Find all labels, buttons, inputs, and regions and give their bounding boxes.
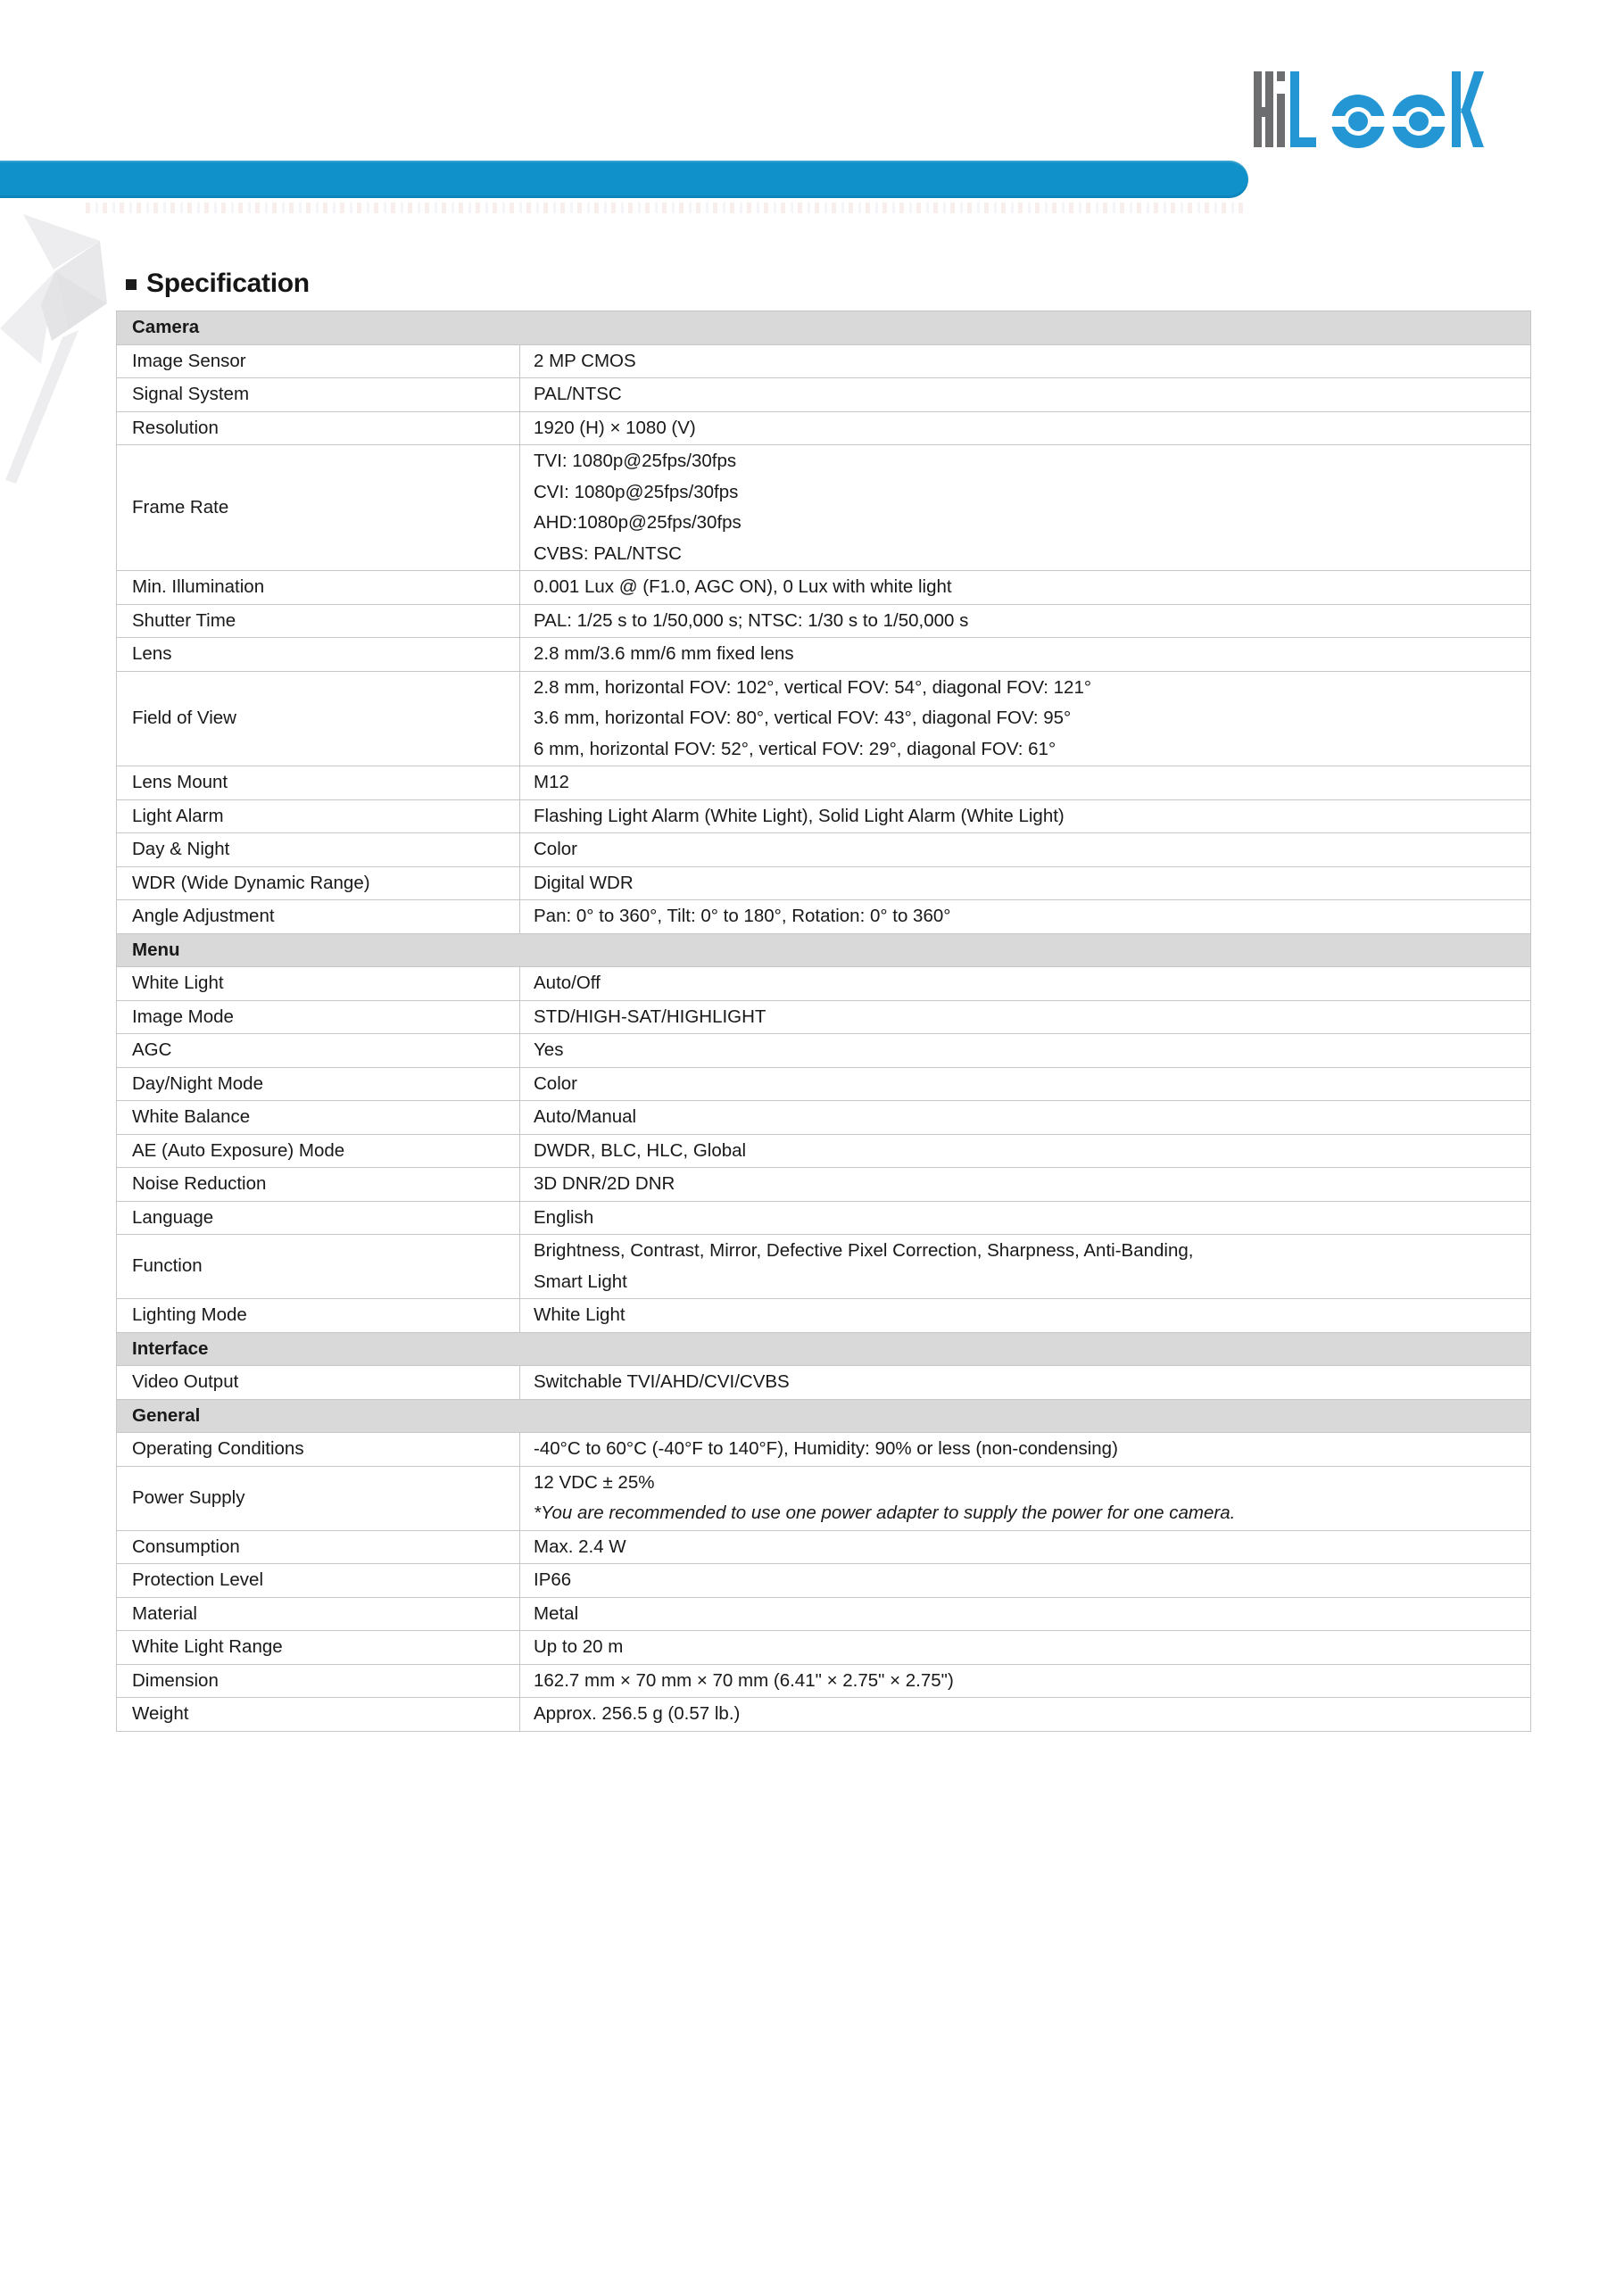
spec-value-line: AHD:1080p@25fps/30fps bbox=[534, 512, 742, 533]
spec-row bbox=[117, 1664, 1531, 1698]
spec-value bbox=[520, 1134, 1531, 1168]
spec-value-line: *You are recommended to use one power adapter to supply the power for one camera. bbox=[534, 1503, 1236, 1523]
spec-value bbox=[520, 1631, 1531, 1665]
spec-value-line: Pan: 0° to 360°, Tilt: 0° to 180°, Rotation: 0° to 360° bbox=[534, 906, 951, 926]
spec-value bbox=[520, 445, 1531, 571]
spec-value-line: Digital WDR bbox=[534, 872, 634, 893]
spec-row bbox=[117, 344, 1531, 378]
spec-value bbox=[520, 1101, 1531, 1135]
spec-value-line: White Light bbox=[534, 1304, 626, 1325]
spec-row bbox=[117, 900, 1531, 934]
section-row bbox=[117, 311, 1531, 345]
spec-label: Dimension bbox=[117, 1664, 520, 1698]
logo-letter-h bbox=[1254, 71, 1273, 147]
spec-value-line: PAL: 1/25 s to 1/50,000 s; NTSC: 1/30 s to 1/50,000 s bbox=[534, 609, 969, 631]
spec-label: Consumption bbox=[117, 1530, 520, 1564]
spec-row bbox=[117, 799, 1531, 833]
spec-value-line: Color bbox=[534, 1072, 577, 1094]
spec-label: Video Output bbox=[117, 1366, 520, 1400]
spec-value bbox=[520, 866, 1531, 900]
spec-label: Language bbox=[117, 1201, 520, 1235]
logo-letter-l bbox=[1290, 71, 1316, 147]
spec-row bbox=[117, 411, 1531, 445]
spec-row bbox=[117, 378, 1531, 412]
spec-row bbox=[117, 766, 1531, 800]
spec-label: AGC bbox=[117, 1034, 520, 1068]
spec-row bbox=[117, 671, 1531, 766]
spec-value bbox=[520, 967, 1531, 1001]
spec-value-line: English bbox=[534, 1206, 594, 1228]
section-title-row bbox=[126, 269, 310, 299]
spec-row bbox=[117, 445, 1531, 571]
spec-label: Lighting Mode bbox=[117, 1299, 520, 1333]
spec-row bbox=[117, 638, 1531, 672]
spec-row bbox=[117, 1201, 1531, 1235]
spec-label: Material bbox=[117, 1597, 520, 1631]
spec-value-line: Metal bbox=[534, 1602, 579, 1624]
spec-label: Operating Conditions bbox=[117, 1433, 520, 1467]
spec-label: White Light Range bbox=[117, 1631, 520, 1665]
spec-label: Shutter Time bbox=[117, 604, 520, 638]
hilook-logo bbox=[1254, 71, 1484, 150]
section-row bbox=[117, 1332, 1531, 1366]
spec-value-line: IP66 bbox=[534, 1569, 572, 1590]
spec-row bbox=[117, 1000, 1531, 1034]
spec-label: Protection Level bbox=[117, 1564, 520, 1598]
spec-value bbox=[520, 571, 1531, 605]
spec-row bbox=[117, 1597, 1531, 1631]
spec-value-line: Auto/Manual bbox=[534, 1106, 637, 1127]
spec-value-line: CVBS: PAL/NTSC bbox=[534, 542, 682, 564]
spec-value-line: 3D DNR/2D DNR bbox=[534, 1173, 675, 1194]
logo-eye-icon bbox=[1330, 95, 1387, 148]
spec-value bbox=[520, 604, 1531, 638]
spec-label: Noise Reduction bbox=[117, 1168, 520, 1202]
spec-value bbox=[520, 1530, 1531, 1564]
spec-row bbox=[117, 571, 1531, 605]
spec-value bbox=[520, 1466, 1531, 1530]
spec-value-line: Approx. 256.5 g (0.57 lb.) bbox=[534, 1703, 741, 1724]
spec-row bbox=[117, 1631, 1531, 1665]
spec-table-body bbox=[117, 311, 1531, 1732]
spec-row bbox=[117, 866, 1531, 900]
spec-label: Lens bbox=[117, 638, 520, 672]
spec-value-line: 2.8 mm/3.6 mm/6 mm fixed lens bbox=[534, 643, 794, 664]
spec-value-line: Yes bbox=[534, 1039, 564, 1060]
header-bar bbox=[0, 161, 1248, 198]
spec-label: Day & Night bbox=[117, 833, 520, 867]
spec-value-line: 2.8 mm, horizontal FOV: 102°, vertical FOV: 54°, diagonal FOV: 121° bbox=[534, 676, 1092, 698]
spec-label: Day/Night Mode bbox=[117, 1067, 520, 1101]
spec-label: White Balance bbox=[117, 1101, 520, 1135]
spec-row bbox=[117, 1067, 1531, 1101]
spec-label: Resolution bbox=[117, 411, 520, 445]
spec-value-line: Smart Light bbox=[534, 1271, 627, 1292]
spec-value-line: PAL/NTSC bbox=[534, 384, 622, 404]
spec-label: Lens Mount bbox=[117, 766, 520, 800]
spec-value bbox=[520, 1067, 1531, 1101]
spec-value-line: 2 MP CMOS bbox=[534, 350, 636, 371]
spec-value-line: Switchable TVI/AHD/CVI/CVBS bbox=[534, 1371, 790, 1392]
spec-value bbox=[520, 1433, 1531, 1467]
spec-label: Power Supply bbox=[117, 1466, 520, 1530]
spec-label: WDR (Wide Dynamic Range) bbox=[117, 866, 520, 900]
page-title: Specification bbox=[146, 269, 310, 298]
spec-label: Min. Illumination bbox=[117, 571, 520, 605]
spec-row bbox=[117, 1366, 1531, 1400]
spec-value-line: M12 bbox=[534, 772, 569, 792]
logo-letter-i bbox=[1277, 71, 1285, 147]
title-bullet-icon bbox=[126, 279, 137, 290]
spec-row bbox=[117, 604, 1531, 638]
section-header: General bbox=[117, 1399, 1531, 1433]
section-row bbox=[117, 1399, 1531, 1433]
section-header: Menu bbox=[117, 933, 1531, 967]
spec-row bbox=[117, 1168, 1531, 1202]
spec-value-line: 162.7 mm × 70 mm × 70 mm (6.41" × 2.75" × 2.75") bbox=[534, 1669, 954, 1691]
spec-label: Image Mode bbox=[117, 1000, 520, 1034]
spec-value bbox=[520, 671, 1531, 766]
spec-value bbox=[520, 1597, 1531, 1631]
spec-value bbox=[520, 1664, 1531, 1698]
spec-value bbox=[520, 1366, 1531, 1400]
spec-label: White Light bbox=[117, 967, 520, 1001]
spec-row bbox=[117, 1034, 1531, 1068]
spec-value bbox=[520, 766, 1531, 800]
header-bar-artifact bbox=[86, 203, 1246, 213]
spec-label: Weight bbox=[117, 1698, 520, 1732]
section-row bbox=[117, 933, 1531, 967]
spec-label: Function bbox=[117, 1235, 520, 1299]
spec-label: Angle Adjustment bbox=[117, 900, 520, 934]
spec-row bbox=[117, 1564, 1531, 1598]
spec-value-line: Auto/Off bbox=[534, 973, 601, 993]
spec-value-line: -40°C to 60°C (-40°F to 140°F), Humidity: 90% or less (non-condensing) bbox=[534, 1438, 1118, 1459]
spec-value bbox=[520, 1000, 1531, 1034]
logo-eye-icon bbox=[1390, 95, 1447, 148]
spec-value bbox=[520, 1168, 1531, 1202]
spec-value bbox=[520, 1564, 1531, 1598]
spec-value bbox=[520, 411, 1531, 445]
spec-row bbox=[117, 1299, 1531, 1333]
spec-label: Light Alarm bbox=[117, 799, 520, 833]
spec-row bbox=[117, 1134, 1531, 1168]
spec-row bbox=[117, 1698, 1531, 1732]
spec-label: Signal System bbox=[117, 378, 520, 412]
spec-value-line: TVI: 1080p@25fps/30fps bbox=[534, 451, 737, 471]
spec-value bbox=[520, 1235, 1531, 1299]
spec-value-line: Color bbox=[534, 839, 577, 859]
spec-label: AE (Auto Exposure) Mode bbox=[117, 1134, 520, 1168]
spec-row bbox=[117, 1433, 1531, 1467]
spec-value-line: 12 VDC ± 25% bbox=[534, 1471, 655, 1493]
spec-value-line: STD/HIGH-SAT/HIGHLIGHT bbox=[534, 1006, 766, 1027]
spec-value-line: DWDR, BLC, HLC, Global bbox=[534, 1139, 747, 1161]
spec-label: Frame Rate bbox=[117, 445, 520, 571]
spec-value-line: Max. 2.4 W bbox=[534, 1536, 626, 1557]
spec-value-line: Flashing Light Alarm (White Light), Solid Light Alarm (White Light) bbox=[534, 805, 1065, 826]
spec-row bbox=[117, 833, 1531, 867]
spec-row bbox=[117, 967, 1531, 1001]
spec-value bbox=[520, 1034, 1531, 1068]
section-header: Camera bbox=[117, 311, 1531, 345]
spec-value bbox=[520, 638, 1531, 672]
spec-value-line: Up to 20 m bbox=[534, 1636, 624, 1657]
spec-value bbox=[520, 833, 1531, 867]
spec-value bbox=[520, 344, 1531, 378]
spec-table bbox=[116, 310, 1531, 1732]
spec-value bbox=[520, 1698, 1531, 1732]
spec-row bbox=[117, 1530, 1531, 1564]
spec-label: Field of View bbox=[117, 671, 520, 766]
spec-value bbox=[520, 900, 1531, 934]
spec-value-line: Brightness, Contrast, Mirror, Defective Pixel Correction, Sharpness, Anti-Banding, bbox=[534, 1240, 1194, 1261]
logo-letter-k bbox=[1452, 71, 1484, 147]
spec-value bbox=[520, 1201, 1531, 1235]
spec-value bbox=[520, 378, 1531, 412]
spec-row bbox=[117, 1235, 1531, 1299]
spec-value-line: CVI: 1080p@25fps/30fps bbox=[534, 481, 739, 502]
spec-value-line: 3.6 mm, horizontal FOV: 80°, vertical FOV: 43°, diagonal FOV: 95° bbox=[534, 708, 1072, 728]
spec-value bbox=[520, 1299, 1531, 1333]
star-watermark-icon bbox=[0, 205, 118, 491]
spec-value-line: 0.001 Lux @ (F1.0, AGC ON), 0 Lux with white light bbox=[534, 576, 952, 597]
spec-value-line: 1920 (H) × 1080 (V) bbox=[534, 417, 696, 438]
spec-value-line: 6 mm, horizontal FOV: 52°, vertical FOV: 29°, diagonal FOV: 61° bbox=[534, 738, 1056, 759]
section-header: Interface bbox=[117, 1332, 1531, 1366]
spec-row bbox=[117, 1101, 1531, 1135]
spec-row bbox=[117, 1466, 1531, 1530]
spec-label: Image Sensor bbox=[117, 344, 520, 378]
spec-value bbox=[520, 799, 1531, 833]
